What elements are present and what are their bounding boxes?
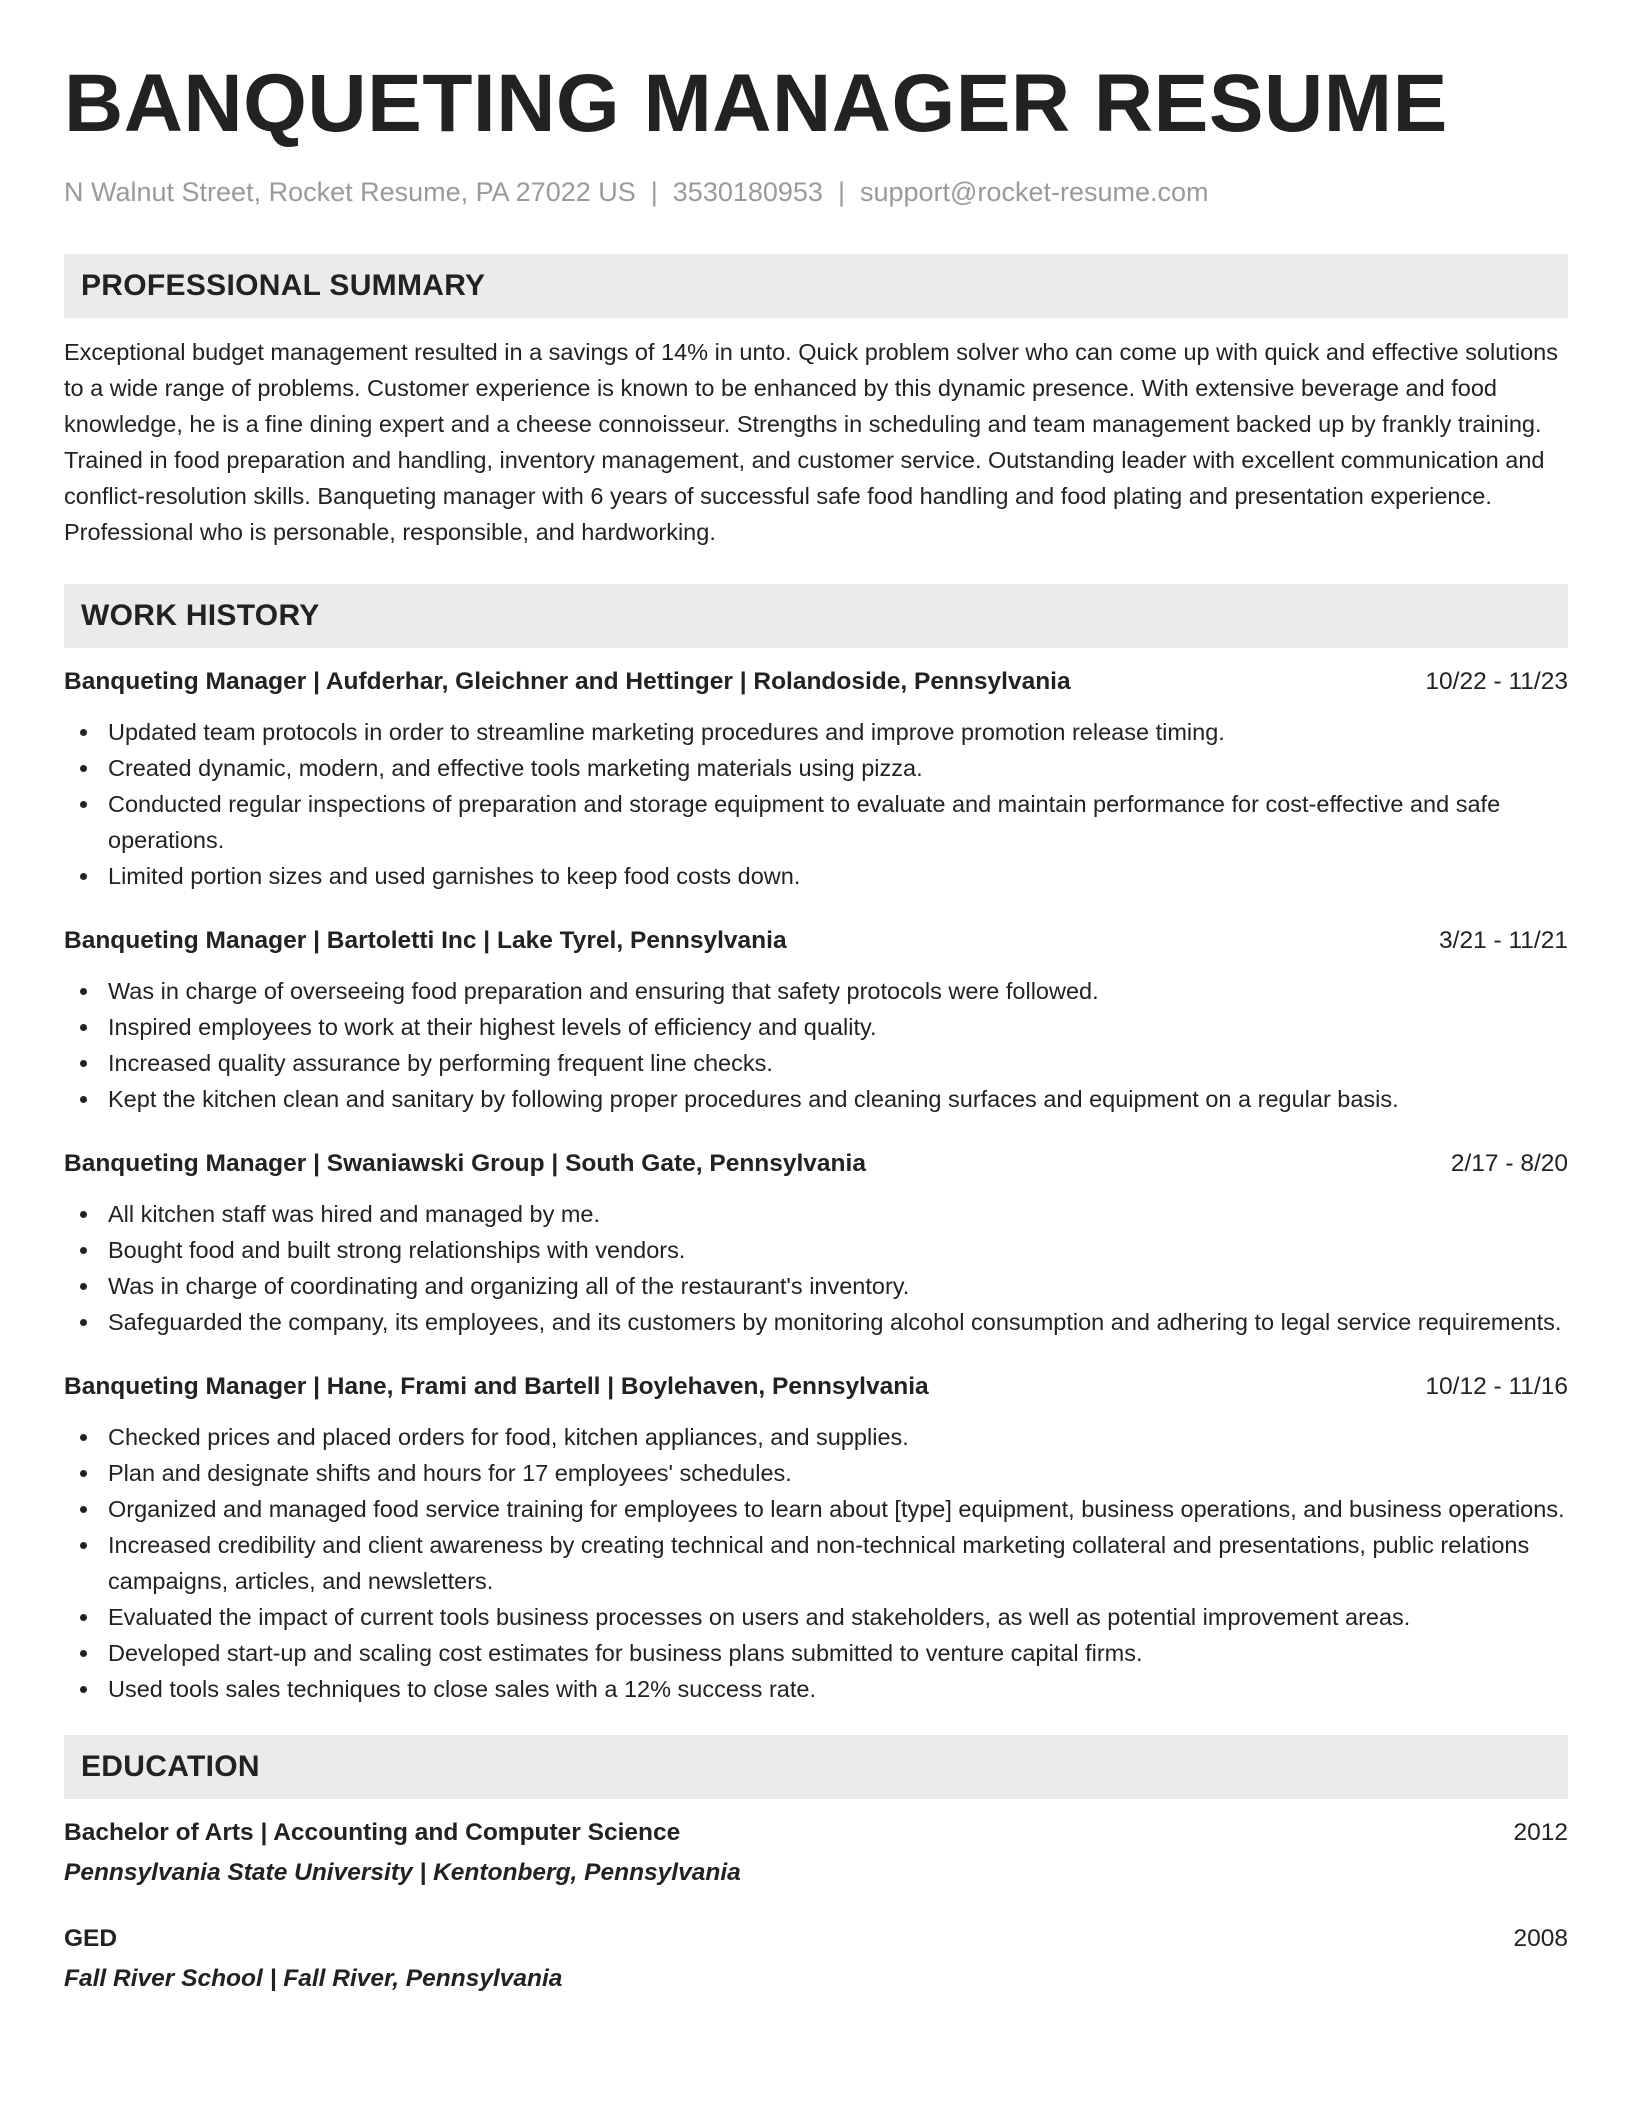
education-school: Pennsylvania State University | Kentonberg, Pennsylvania (64, 1859, 741, 1886)
section-title: WORK HISTORY (81, 599, 320, 632)
bullet-item (64, 1419, 1568, 1455)
bullet-item (64, 1081, 1568, 1117)
job-heading-row (64, 1369, 1568, 1405)
bullet-icon (80, 1650, 87, 1657)
section-title: PROFESSIONAL SUMMARY (81, 269, 486, 302)
bullet-item (64, 1671, 1568, 1707)
bullet-item (64, 858, 1568, 894)
job-title: Banqueting Manager | Swaniawski Group | South Gate, Pennsylvania (64, 1150, 866, 1177)
education-year: 2012 (1513, 1819, 1568, 1846)
bullet-icon (80, 1024, 87, 1031)
bullet-text: Safeguarded the company, its employees, and its customers by monitoring alcohol consumption and adhering to legal service requirements. (108, 1309, 1562, 1335)
job-entry (64, 664, 1568, 894)
bullet-text: Increased credibility and client awareness by creating technical and non-technical marketing collateral and presentations, public relations campaigns, articles, and newsletters. (108, 1532, 1530, 1594)
job-entry (64, 1146, 1568, 1340)
job-bullets (64, 1419, 1568, 1707)
bullet-item (64, 786, 1568, 858)
job-dates: 3/21 - 11/21 (1439, 927, 1568, 954)
education-year: 2008 (1513, 1925, 1568, 1952)
section-header-work-history (64, 584, 1568, 648)
resume-title: BANQUETING MANAGER RESUME (64, 58, 1448, 149)
summary-text: Exceptional budget management resulted in a savings of 14% in unto. Quick problem solver who can come up with quick and effective solutions to a wide range of problems. Customer experience is known to be enhanced by this dynamic presence. With extensive beverage and food knowledge, he is a fine dining expert and a cheese connoisseur. Strengths in scheduling and team management backed up by frankly training. Trained in food preparation and handling, inventory management, and customer service. Outstanding leader with excellent communication and conflict-resolution skills. Banqueting manager with 6 years of successful safe food handling and food plating and presentation experience. Professional who is personable, responsible, and hardworking. (64, 339, 1558, 545)
contact-phone: 3530180953 (672, 177, 823, 207)
job-dates: 10/12 - 11/16 (1425, 1373, 1568, 1400)
bullet-item (64, 973, 1568, 1009)
bullet-text: Used tools sales techniques to close sales with a 12% success rate. (108, 1676, 816, 1702)
bullet-text: Was in charge of coordinating and organizing all of the restaurant's inventory. (108, 1273, 910, 1299)
bullet-item (64, 750, 1568, 786)
bullet-icon (80, 1060, 87, 1067)
bullet-icon (80, 1211, 87, 1218)
education-degree: GED (64, 1925, 118, 1952)
education-degree: Bachelor of Arts | Accounting and Computer Science (64, 1819, 681, 1846)
bullet-item (64, 1304, 1568, 1340)
bullet-icon (80, 1283, 87, 1290)
bullet-text: Plan and designate shifts and hours for 17 employees' schedules. (108, 1460, 792, 1486)
bullet-text: Developed start-up and scaling cost estimates for business plans submitted to venture capital firms. (108, 1640, 1143, 1666)
bullet-icon (80, 988, 87, 995)
job-heading-row (64, 1146, 1568, 1182)
bullet-text: Kept the kitchen clean and sanitary by following proper procedures and cleaning surfaces and equipment on a regular basis. (108, 1086, 1399, 1112)
education-entry (64, 1815, 1568, 1891)
bullet-item (64, 1232, 1568, 1268)
bullet-text: Evaluated the impact of current tools business processes on users and stakeholders, as well as potential improvement areas. (108, 1604, 1411, 1630)
bullet-text: Was in charge of overseeing food preparation and ensuring that safety protocols were followed. (108, 978, 1099, 1004)
job-heading-row (64, 664, 1568, 700)
bullet-icon (80, 1319, 87, 1326)
bullet-text: Bought food and built strong relationships with vendors. (108, 1237, 686, 1263)
job-dates: 10/22 - 11/23 (1425, 668, 1568, 695)
bullet-text: All kitchen staff was hired and managed by me. (108, 1201, 601, 1227)
bullet-icon (80, 765, 87, 772)
bullet-item (64, 1045, 1568, 1081)
education-entry (64, 1921, 1568, 1997)
bullet-item (64, 1491, 1568, 1527)
bullet-icon (80, 873, 87, 880)
bullet-icon (80, 1542, 87, 1549)
bullet-text: Updated team protocols in order to streamline marketing procedures and improve promotion release timing. (108, 719, 1225, 745)
contact-line (64, 174, 1568, 210)
bullet-text: Created dynamic, modern, and effective tools marketing materials using pizza. (108, 755, 923, 781)
contact-separator: | (650, 177, 658, 207)
bullet-text: Inspired employees to work at their highest levels of efficiency and quality. (108, 1014, 877, 1040)
bullet-item (64, 1196, 1568, 1232)
job-bullets (64, 1196, 1568, 1340)
job-title: Banqueting Manager | Hane, Frami and Bartell | Boylehaven, Pennsylvania (64, 1373, 929, 1400)
bullet-icon (80, 1686, 87, 1693)
contact-email[interactable]: support@rocket-resume.com (859, 177, 1209, 207)
job-entry (64, 923, 1568, 1117)
job-bullets (64, 973, 1568, 1117)
bullet-item (64, 714, 1568, 750)
bullet-item (64, 1009, 1568, 1045)
bullet-text: Organized and managed food service training for employees to learn about [type] equipment, business operations, and business operations. (108, 1496, 1565, 1522)
bullet-text: Checked prices and placed orders for food, kitchen appliances, and supplies. (108, 1424, 909, 1450)
bullet-icon (80, 1614, 87, 1621)
bullet-icon (80, 1434, 87, 1441)
bullet-item (64, 1635, 1568, 1671)
bullet-icon (80, 1096, 87, 1103)
bullet-item (64, 1455, 1568, 1491)
contact-separator: | (837, 177, 845, 207)
job-heading-row (64, 923, 1568, 959)
contact-address: N Walnut Street, Rocket Resume, PA 27022 US (64, 177, 636, 207)
bullet-icon (80, 1506, 87, 1513)
section-title: EDUCATION (81, 1750, 260, 1783)
bullet-icon (80, 729, 87, 736)
job-entry (64, 1369, 1568, 1707)
bullet-icon (80, 801, 87, 808)
job-title: Banqueting Manager | Aufderhar, Gleichner and Hettinger | Rolandoside, Pennsylvania (64, 668, 1071, 695)
bullet-text: Increased quality assurance by performing frequent line checks. (108, 1050, 773, 1076)
job-title: Banqueting Manager | Bartoletti Inc | Lake Tyrel, Pennsylvania (64, 927, 787, 954)
section-header-summary (64, 254, 1568, 318)
education-heading-row (64, 1921, 1568, 1957)
bullet-icon (80, 1470, 87, 1477)
section-header-education (64, 1735, 1568, 1799)
bullet-icon (80, 1247, 87, 1254)
job-bullets (64, 714, 1568, 894)
job-dates: 2/17 - 8/20 (1450, 1150, 1568, 1177)
education-school: Fall River School | Fall River, Pennsylvania (64, 1965, 563, 1992)
bullet-text: Limited portion sizes and used garnishes to keep food costs down. (108, 863, 801, 889)
education-heading-row (64, 1815, 1568, 1851)
bullet-item (64, 1599, 1568, 1635)
bullet-item (64, 1268, 1568, 1304)
bullet-text: Conducted regular inspections of preparation and storage equipment to evaluate and maintain performance for cost-effective and safe operations. (108, 791, 1501, 853)
bullet-item (64, 1527, 1568, 1599)
